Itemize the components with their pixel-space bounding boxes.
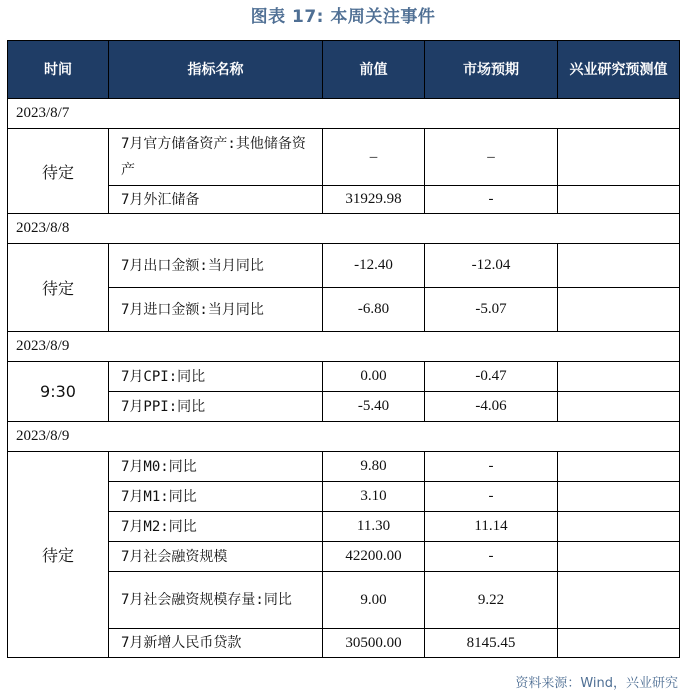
table-row <box>8 629 680 658</box>
date-cell: 2023/8/9 <box>8 332 680 362</box>
table-row <box>8 288 680 332</box>
table-header <box>8 41 680 99</box>
time-cell: 9:30 <box>8 362 109 422</box>
events-table <box>7 40 680 658</box>
table-row <box>8 129 680 186</box>
header-previous: 前值 <box>323 41 425 99</box>
previous-value-cell: -12.40 <box>323 244 425 288</box>
indicator-cell: 7月M2:同比 <box>109 512 323 542</box>
table-row <box>8 244 680 288</box>
forecast-value-cell <box>558 512 680 542</box>
table-row <box>8 452 680 482</box>
time-cell: 待定 <box>8 452 109 658</box>
expected-value-cell: -12.04 <box>425 244 558 288</box>
previous-value-cell: – <box>323 129 425 186</box>
table-row <box>8 512 680 542</box>
previous-value-cell: 9.00 <box>323 572 425 629</box>
table-row <box>8 542 680 572</box>
expected-value-cell: - <box>425 542 558 572</box>
date-row <box>8 214 680 244</box>
table-title: 图表 17: 本周关注事件 <box>250 7 436 27</box>
date-row <box>8 99 680 129</box>
forecast-value-cell <box>558 186 680 214</box>
time-cell: 待定 <box>8 244 109 332</box>
previous-value-cell: -6.80 <box>323 288 425 332</box>
indicator-cell: 7月外汇储备 <box>109 186 323 214</box>
date-cell: 2023/8/7 <box>8 99 680 129</box>
forecast-value-cell <box>558 572 680 629</box>
table-row <box>8 186 680 214</box>
expected-value-cell: 8145.45 <box>425 629 558 658</box>
date-cell: 2023/8/8 <box>8 214 680 244</box>
indicator-cell: 7月社会融资规模存量:同比 <box>109 572 323 629</box>
forecast-value-cell <box>558 629 680 658</box>
previous-value-cell: 9.80 <box>323 452 425 482</box>
previous-value-cell: 3.10 <box>323 482 425 512</box>
header-time: 时间 <box>8 41 109 99</box>
expected-value-cell: 11.14 <box>425 512 558 542</box>
previous-value-cell: 11.30 <box>323 512 425 542</box>
expected-value-cell: -5.07 <box>425 288 558 332</box>
header-indicator: 指标名称 <box>109 41 323 99</box>
forecast-value-cell <box>558 392 680 422</box>
table-row <box>8 362 680 392</box>
indicator-cell: 7月官方储备资产:其他储备资产 <box>109 129 323 186</box>
indicator-cell: 7月新增人民币贷款 <box>109 629 323 658</box>
expected-value-cell: - <box>425 452 558 482</box>
expected-value-cell: - <box>425 482 558 512</box>
indicator-cell: 7月M1:同比 <box>109 482 323 512</box>
expected-value-cell: 9.22 <box>425 572 558 629</box>
header-expected: 市场预期 <box>425 41 558 99</box>
forecast-value-cell <box>558 288 680 332</box>
date-row <box>8 422 680 452</box>
previous-value-cell: 31929.98 <box>323 186 425 214</box>
source-note: 资料来源：Wind，兴业研究 <box>515 676 678 691</box>
indicator-cell: 7月PPI:同比 <box>109 392 323 422</box>
table-body <box>8 99 680 658</box>
previous-value-cell: 0.00 <box>323 362 425 392</box>
expected-value-cell: -0.47 <box>425 362 558 392</box>
indicator-cell: 7月社会融资规模 <box>109 542 323 572</box>
expected-value-cell: - <box>425 186 558 214</box>
header-forecast: 兴业研究预测值 <box>558 41 680 99</box>
expected-value-cell: -4.06 <box>425 392 558 422</box>
date-row <box>8 332 680 362</box>
forecast-value-cell <box>558 244 680 288</box>
previous-value-cell: 42200.00 <box>323 542 425 572</box>
table-row <box>8 482 680 512</box>
indicator-cell: 7月进口金额:当月同比 <box>109 288 323 332</box>
previous-value-cell: 30500.00 <box>323 629 425 658</box>
indicator-cell: 7月CPI:同比 <box>109 362 323 392</box>
table-row <box>8 392 680 422</box>
previous-value-cell: -5.40 <box>323 392 425 422</box>
forecast-value-cell <box>558 482 680 512</box>
table-row <box>8 572 680 629</box>
indicator-cell: 7月出口金额:当月同比 <box>109 244 323 288</box>
forecast-value-cell <box>558 129 680 186</box>
time-cell: 待定 <box>8 129 109 214</box>
indicator-cell: 7月M0:同比 <box>109 452 323 482</box>
date-cell: 2023/8/9 <box>8 422 680 452</box>
expected-value-cell: – <box>425 129 558 186</box>
forecast-value-cell <box>558 542 680 572</box>
forecast-value-cell <box>558 452 680 482</box>
forecast-value-cell <box>558 362 680 392</box>
